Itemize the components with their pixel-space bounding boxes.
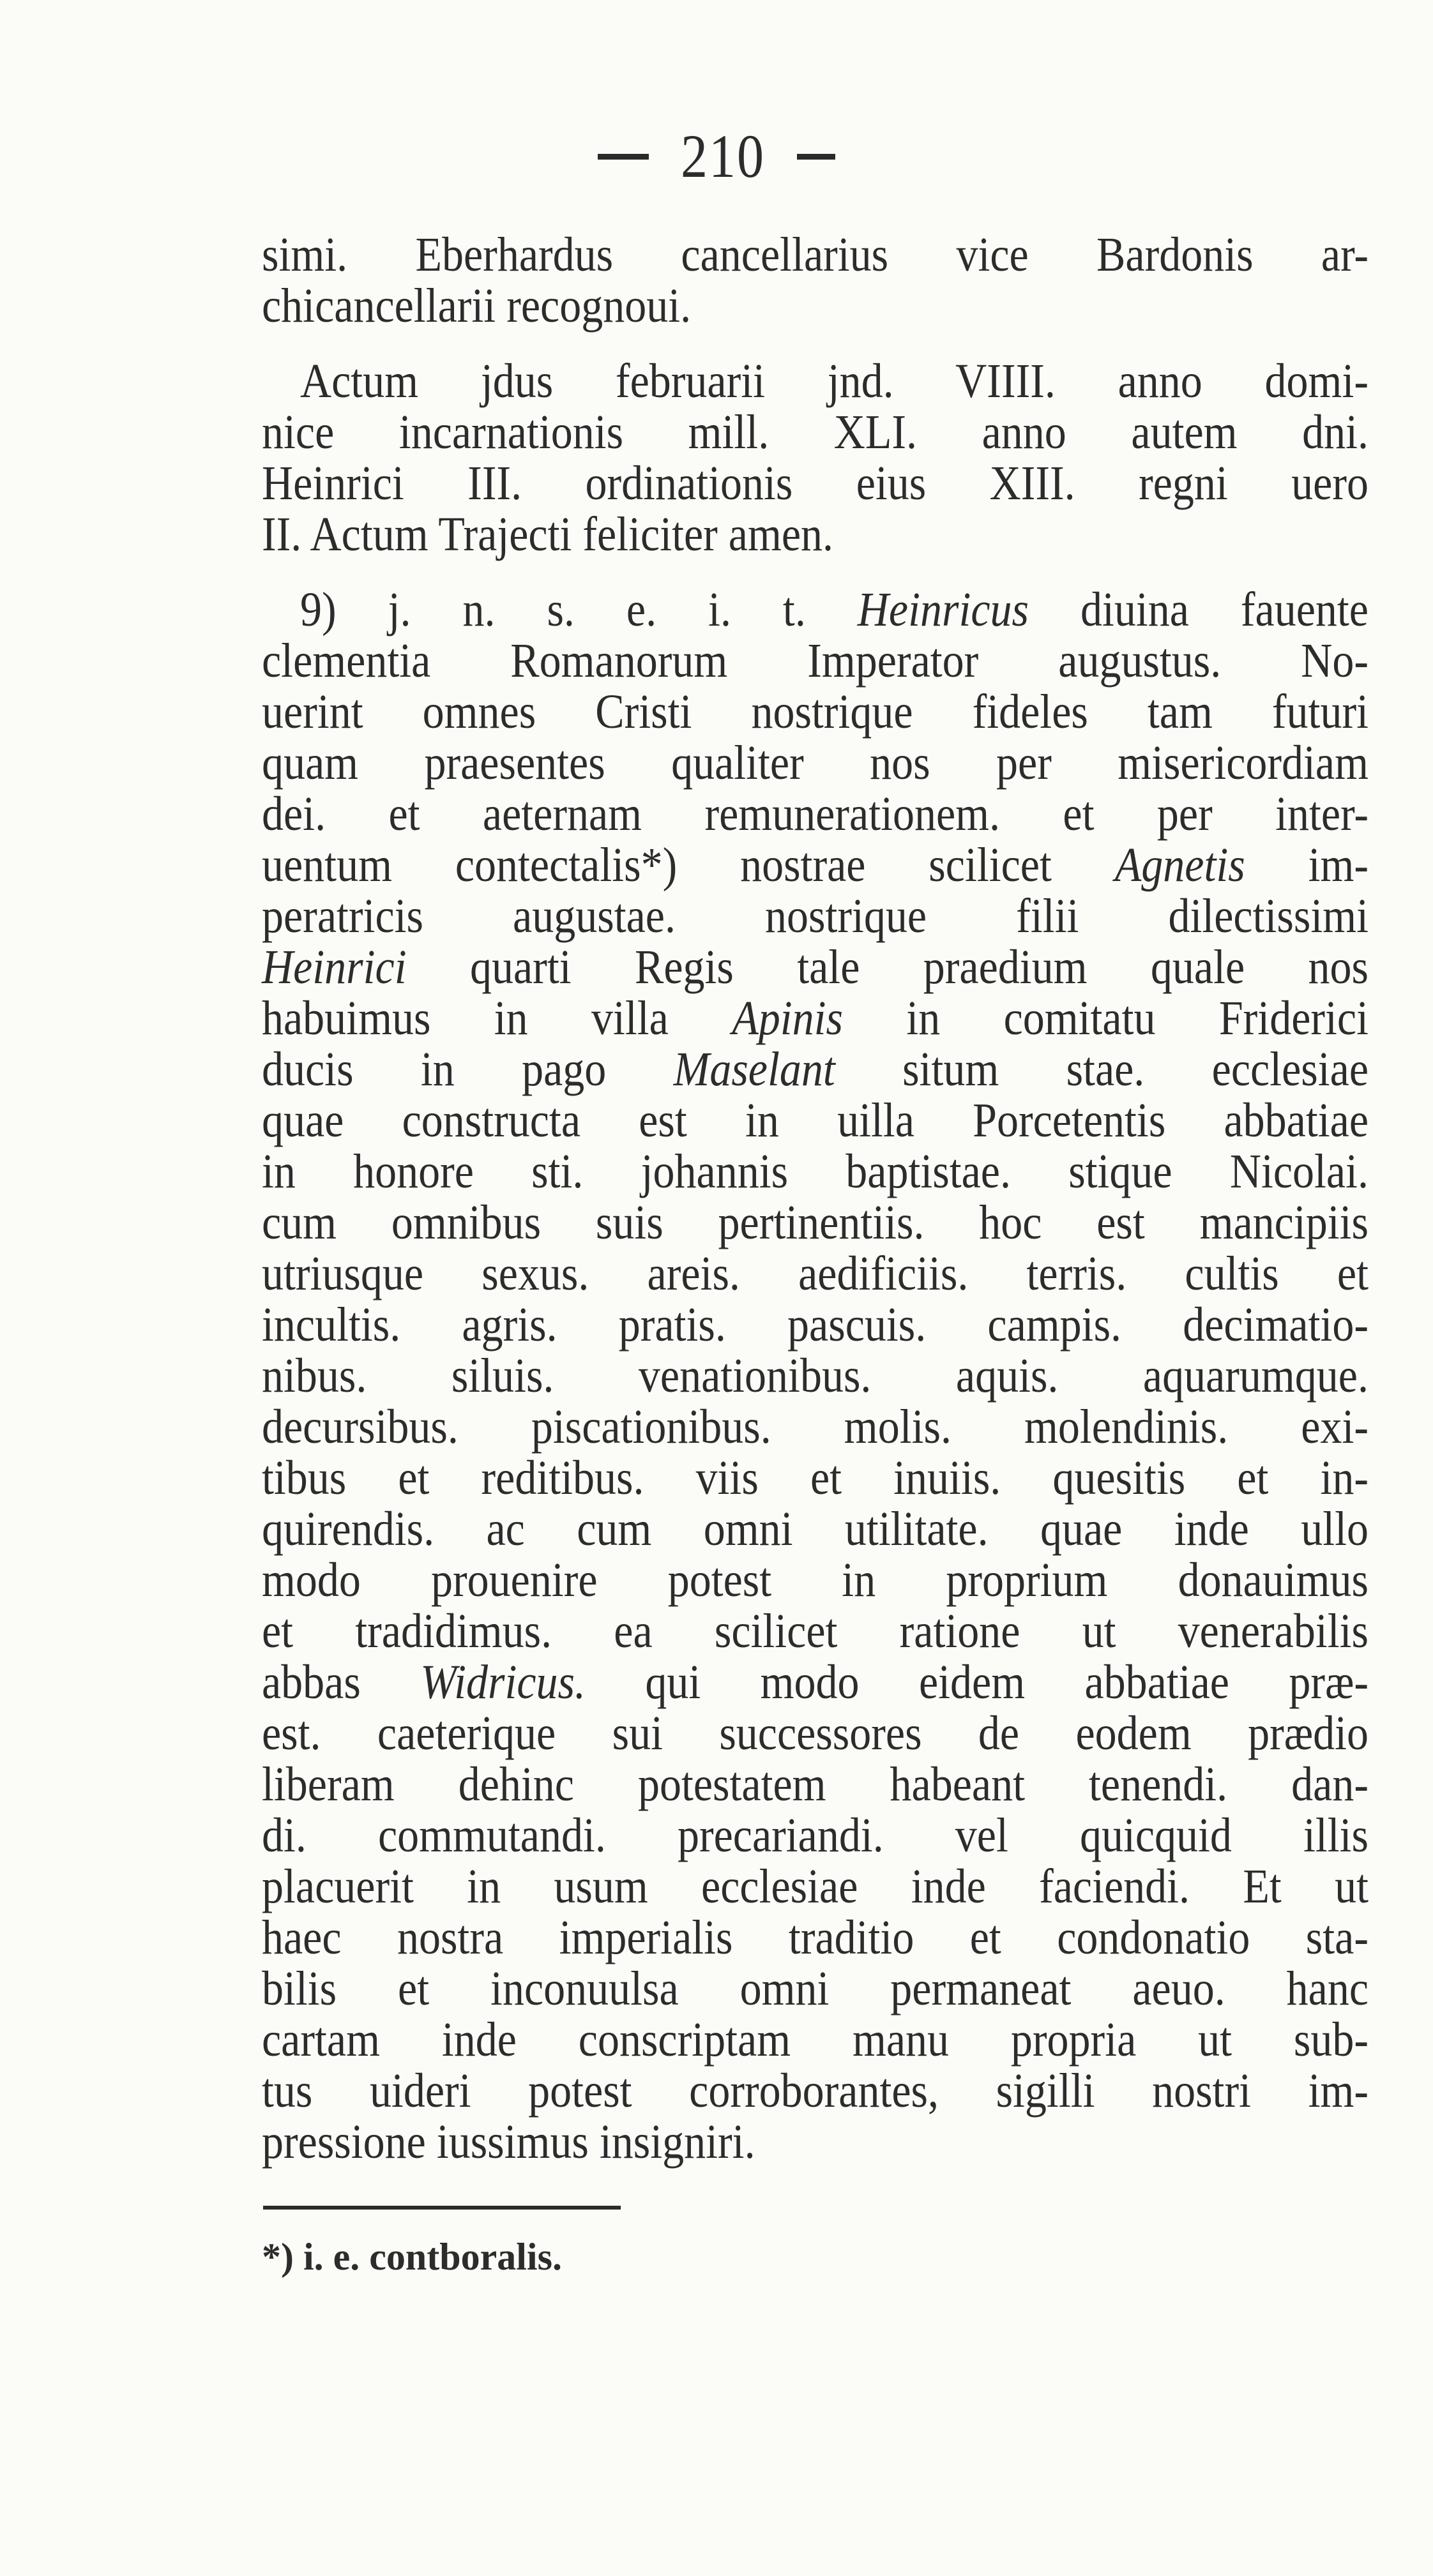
italic-name: Heinricus bbox=[857, 582, 1029, 636]
text-line bbox=[262, 2061, 1369, 2119]
text-segment: placuerit in usum ecclesiae inde faciendi. Et ut bbox=[262, 1858, 1369, 1913]
footnote-divider bbox=[263, 2206, 621, 2210]
text-segment: bilis et inconuulsa omni permaneat aeuo. hanc bbox=[262, 1961, 1369, 2015]
text-line bbox=[262, 2010, 1369, 2068]
italic-name: Maselant bbox=[673, 1041, 835, 1096]
text-line bbox=[262, 352, 1369, 409]
text-segment: cum omnibus suis pertinentiis. hoc est mancipiis bbox=[262, 1194, 1369, 1249]
paragraph bbox=[262, 584, 1369, 2167]
text-line bbox=[262, 1500, 1369, 1557]
italic-name: Apinis bbox=[732, 990, 843, 1045]
text-segment: situm stae. ecclesiae bbox=[835, 1041, 1369, 1096]
text-line bbox=[262, 1244, 1369, 1302]
text-segment: liberam dehinc potestatem habeant tenendi. dan- bbox=[262, 1756, 1369, 1811]
page-number: 210 bbox=[681, 122, 765, 191]
text-segment: 9) j. n. s. e. i. t. bbox=[300, 582, 858, 636]
text-segment: in comitatu Friderici bbox=[843, 990, 1369, 1045]
text-line bbox=[262, 836, 1369, 893]
text-segment: uentum contectalis*) nostrae scilicet bbox=[262, 837, 1115, 892]
italic-name: Agnetis bbox=[1114, 837, 1245, 892]
text-segment: nibus. siluis. venationibus. aquis. aquarumque. bbox=[262, 1348, 1369, 1403]
text-segment: nice incarnationis mill. XLI. anno autem dni. bbox=[262, 404, 1369, 459]
text-line bbox=[262, 2113, 1369, 2170]
text-segment: quirendis. ac cum omni utilitate. quae inde ullo bbox=[262, 1501, 1369, 1556]
italic-name: Widricus. bbox=[420, 1654, 586, 1709]
text-segment: qui modo eidem abbatiae præ- bbox=[586, 1654, 1369, 1709]
text-segment: ducis in pago bbox=[262, 1041, 674, 1096]
header-dash-right bbox=[797, 154, 835, 160]
text-line bbox=[262, 403, 1369, 460]
body-text bbox=[262, 229, 1369, 2167]
text-line bbox=[262, 734, 1369, 791]
text-line bbox=[262, 1704, 1369, 1761]
text-segment: et tradidimus. ea scilicet ratione ut venerabilis bbox=[262, 1603, 1369, 1658]
text-line bbox=[262, 785, 1369, 842]
text-line bbox=[262, 1193, 1369, 1251]
text-line bbox=[262, 1397, 1369, 1455]
text-line bbox=[262, 989, 1369, 1046]
text-segment: incultis. agris. pratis. pascuis. campis. decimatio- bbox=[262, 1297, 1369, 1352]
text-segment: abbas bbox=[262, 1654, 421, 1709]
text-line bbox=[262, 1806, 1369, 1864]
text-segment: Actum jdus februarii jnd. VIIII. anno domi- bbox=[300, 353, 1369, 408]
text-segment: decursibus. piscationibus. molis. molendinis. exi- bbox=[262, 1399, 1369, 1454]
text-segment: habuimus in villa bbox=[262, 990, 732, 1045]
footnote: *) i. e. contboralis. bbox=[262, 2236, 562, 2278]
text-line bbox=[262, 1857, 1369, 1915]
text-line bbox=[262, 1346, 1369, 1404]
text-segment: cartam inde conscriptam manu propria ut sub- bbox=[262, 2012, 1369, 2067]
text-line bbox=[262, 505, 1369, 562]
text-line bbox=[262, 276, 1369, 334]
text-line bbox=[262, 1551, 1369, 1608]
text-segment: in honore sti. johannis baptistae. stique Nicolai. bbox=[262, 1143, 1369, 1198]
text-line bbox=[262, 580, 1369, 638]
text-line bbox=[262, 1040, 1369, 1097]
text-segment: utriusque sexus. areis. aedificiis. terris. cultis et bbox=[262, 1246, 1369, 1300]
text-segment: clementia Romanorum Imperator augustus. No- bbox=[262, 633, 1369, 688]
text-segment: di. commutandi. precariandi. vel quicquid illis bbox=[262, 1807, 1369, 1862]
text-segment: haec nostra imperialis traditio et condonatio sta- bbox=[262, 1909, 1369, 1964]
text-segment: dei. et aeternam remunerationem. et per inter- bbox=[262, 786, 1369, 841]
text-segment: tus uideri potest corroborantes, sigilli nostri im- bbox=[262, 2063, 1369, 2118]
text-segment: quae constructa est in uilla Porcetentis abbatiae bbox=[262, 1092, 1369, 1147]
text-line bbox=[262, 225, 1369, 283]
text-line bbox=[262, 938, 1369, 995]
header-dash-left bbox=[598, 154, 649, 160]
text-segment: modo prouenire potest in proprium donauimus bbox=[262, 1552, 1369, 1607]
page-header bbox=[0, 122, 1433, 191]
paragraph bbox=[262, 355, 1369, 559]
text-segment: im- bbox=[1245, 837, 1369, 892]
text-segment: pressione iussimus insigniri. bbox=[262, 2114, 755, 2169]
text-segment: quarti Regis tale praedium quale nos bbox=[406, 939, 1369, 994]
text-segment: tibus et reditibus. viis et inuiis. quesitis et in- bbox=[262, 1450, 1369, 1505]
text-segment: simi. Eberhardus cancellarius vice Bardonis ar- bbox=[262, 227, 1369, 282]
paragraph bbox=[262, 229, 1369, 331]
text-segment: II. Actum Trajecti feliciter amen. bbox=[262, 506, 834, 561]
text-line bbox=[262, 1449, 1369, 1506]
text-line bbox=[262, 682, 1369, 740]
text-line bbox=[262, 1091, 1369, 1149]
text-line bbox=[262, 1653, 1369, 1710]
text-line bbox=[262, 1602, 1369, 1659]
text-line bbox=[262, 1755, 1369, 1812]
text-segment: diuina fauente bbox=[1028, 582, 1369, 636]
text-line bbox=[262, 631, 1369, 689]
text-segment: Heinrici III. ordinationis eius XIII. regni uero bbox=[262, 455, 1369, 510]
text-line bbox=[262, 454, 1369, 511]
text-segment: uerint omnes Cristi nostrique fideles tam futuri bbox=[262, 684, 1369, 739]
text-segment: peratricis augustae. nostrique filii dilectissimi bbox=[262, 888, 1369, 943]
italic-name: Heinrici bbox=[262, 939, 407, 994]
text-line bbox=[262, 1295, 1369, 1353]
text-line bbox=[262, 1142, 1369, 1200]
text-line bbox=[262, 1908, 1369, 1966]
text-segment: chicancellarii recognoui. bbox=[262, 278, 692, 333]
text-segment: est. caeterique sui successores de eodem prædio bbox=[262, 1705, 1369, 1760]
text-line bbox=[262, 1959, 1369, 2017]
text-line bbox=[262, 887, 1369, 944]
text-segment: quam praesentes qualiter nos per misericordiam bbox=[262, 735, 1369, 790]
